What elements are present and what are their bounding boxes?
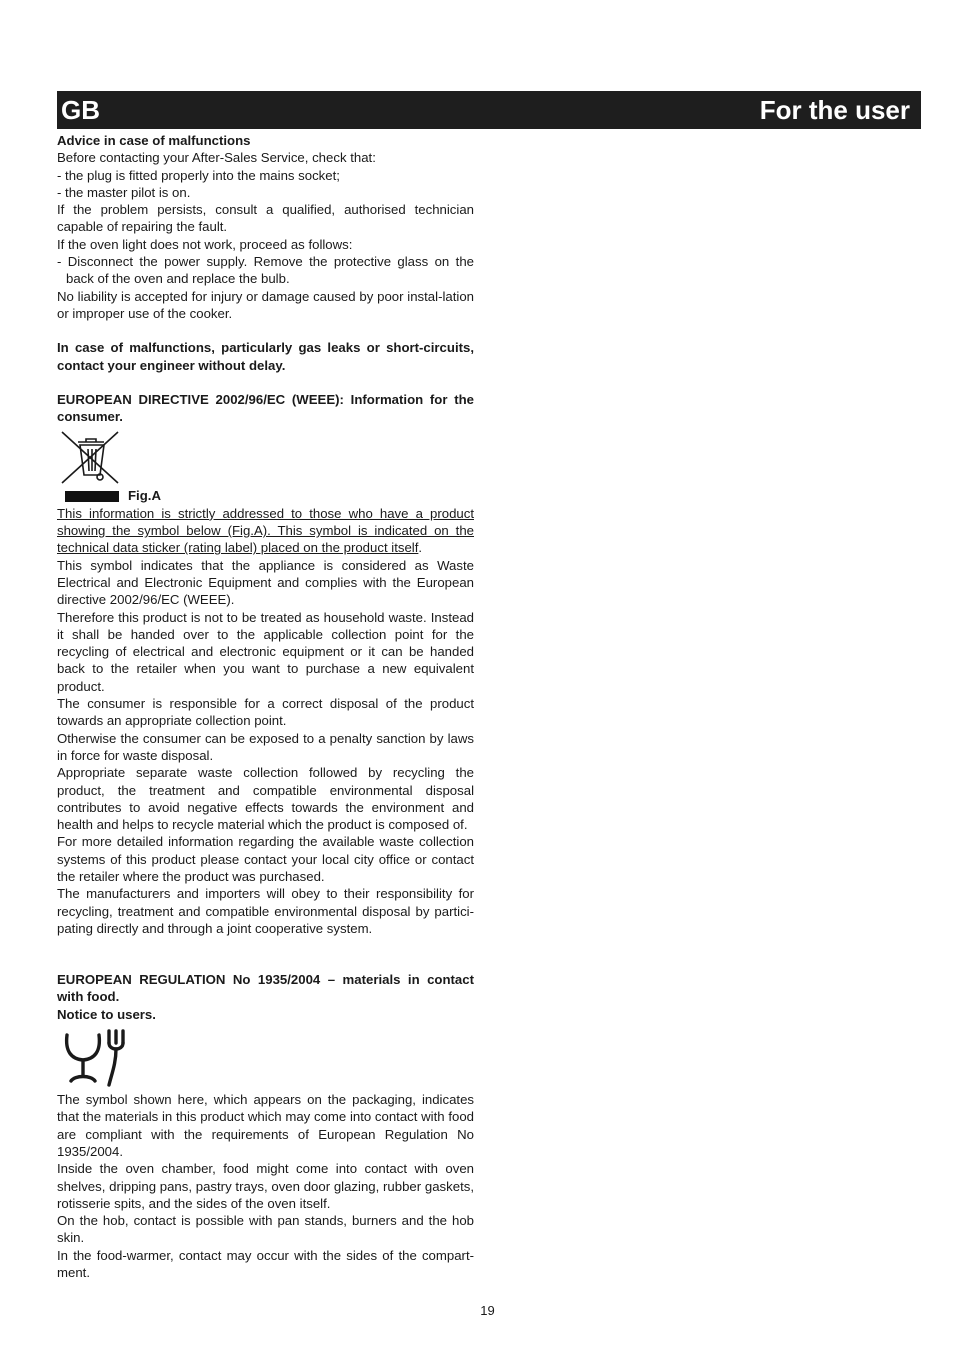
food-paragraph: Inside the oven chamber, food might come into contact with oven shelves, dripping pans, pastry trays, oven door glazing, rubber gaskets, rotisserie spits, and the sides of the oven itself.: [57, 1161, 474, 1211]
persists-paragraph: If the problem persists, consult a qualified, authorised technician capable of repairing the fault.: [57, 202, 474, 235]
weee-paragraph: Otherwise the consumer can be exposed to a penalty sanction by laws in force for waste disposal.: [57, 730, 474, 763]
food-paragraph: The symbol shown here, which appears on the packaging, indicates that the materials in this product which may come into contact with food are compliant with the requirements of European Regulation No 1935/2004.: [57, 1092, 474, 1159]
light-paragraph: If the oven light does not work, proceed as follows:: [57, 236, 353, 252]
liability-paragraph: No liability is accepted for injury or damage caused by poor instal-lation or improper use of the cooker.: [57, 288, 474, 321]
page-header-bar: [57, 91, 921, 129]
weee-paragraph: The consumer is responsible for a correct disposal of the product towards an appropriate collection point.: [57, 696, 474, 729]
food-paragraph: On the hob, contact is possible with pan stands, burners and the hob skin.: [57, 1213, 474, 1246]
page-number: 19: [480, 1303, 495, 1318]
weee-underlined-text: This information is strictly addressed to those who have a product showing the symbol below (Fig.A). This symbol is indicated on the technical data sticker (rating label) placed on the product itself: [57, 505, 474, 556]
weee-notice: This information is strictly addressed to those who have a product showing the symbol below (Fig.A). This symbol is indicated on the technical data sticker (rating label) placed on the product itself.: [57, 505, 474, 556]
weee-paragraph: The manufacturers and importers will obey to their responsibility for recycling, treatment and compatible environmental disposal by partici-pating directly and through a joint cooperative system.: [57, 886, 474, 936]
weee-paragraph: Therefore this product is not to be treated as household waste. Instead it shall be handed over to the applicable collection point for the recycling of electrical and electronic equipment or it can be handed back to the retailer when you want to purchase a new equivalent product.: [57, 609, 474, 694]
weee-paragraph: Appropriate separate waste collection followed by recycling the product, the treatment and compatible environmental disposal contributes to avoid negative effects towards the environment and health and helps to recycle material which the product is composed of.: [57, 765, 474, 833]
weee-heading: EUROPEAN DIRECTIVE 2002/96/EC (WEEE): Information for the consumer.: [57, 391, 474, 425]
light-step: - Disconnect the power supply. Remove the protective glass on the back of the oven and replace the bulb.: [57, 254, 474, 287]
malfunctions-intro: Before contacting your After-Sales Service, check that:: [57, 150, 376, 166]
food-paragraph: In the food-warmer, contact may occur with the sides of the compart-ment.: [57, 1247, 474, 1281]
glass-and-fork-icon: [63, 1029, 127, 1089]
weee-paragraph: This symbol indicates that the appliance is considered as Waste Electrical and Electronic Equipment and complies with the European directive 2002/96/EC (WEEE).: [57, 557, 474, 608]
weee-paragraph: For more detailed information regarding the available waste collection systems of this product please contact your local city office or contact the retailer where the product was purchased.: [57, 834, 474, 884]
black-bar-symbol: [65, 491, 119, 502]
food-regulation-heading: EUROPEAN REGULATION No 1935/2004 – materials in contact with food.: [57, 972, 474, 1005]
crossed-out-wheelie-bin-icon: [60, 429, 122, 485]
warning-paragraph: In case of malfunctions, particularly gas leaks or short-circuits, contact your engineer without delay.: [57, 340, 474, 373]
section-title: For the user: [759, 95, 910, 125]
notice-heading: Notice to users.: [57, 1006, 156, 1022]
figure-label: Fig.A: [128, 488, 161, 504]
main-column: [57, 132, 474, 1281]
language-code: GB: [61, 95, 100, 125]
malfunctions-heading: Advice in case of malfunctions: [57, 133, 251, 148]
check-item: - the plug is fitted properly into the mains socket;: [57, 167, 340, 183]
check-item: - the master pilot is on.: [57, 184, 191, 200]
